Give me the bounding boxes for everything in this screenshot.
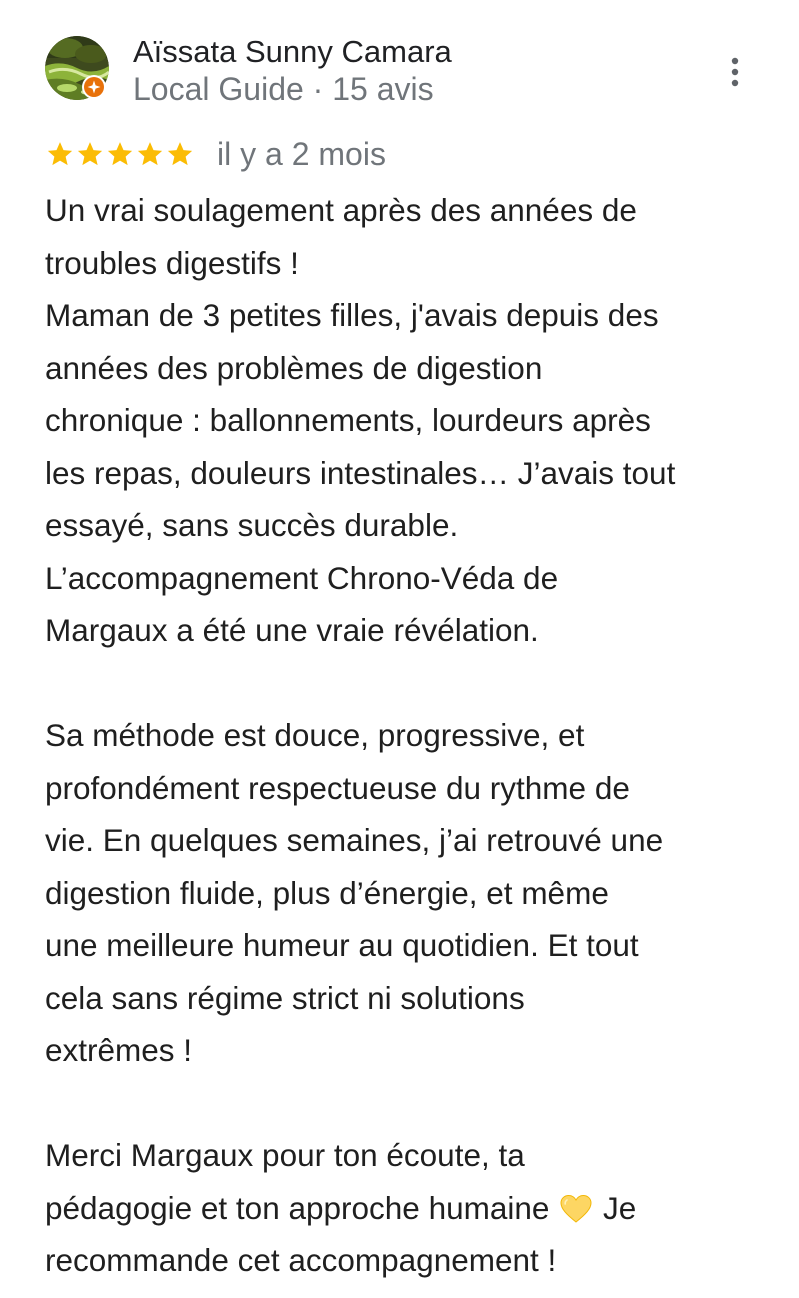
review-text-line: cela sans régime strict ni solutions: [45, 979, 525, 1016]
review-text-line: chronique : ballonnements, lourdeurs après: [45, 402, 651, 438]
review-text-line: [45, 1182, 775, 1235]
star-icon: [135, 139, 165, 169]
more-options-button[interactable]: [718, 52, 752, 92]
author-meta: Local Guide · 15 avis: [133, 71, 434, 107]
review-text-line: troubles digestifs !: [45, 244, 299, 281]
review-text-line: les repas, douleurs intestinales… J’avais tout: [45, 454, 676, 491]
star-icon: [165, 139, 195, 169]
review-text-line: Merci Margaux pour ton écoute, ta: [45, 1137, 525, 1173]
review-text-fragment: pédagogie et ton approche humaine: [45, 1189, 550, 1226]
author-name[interactable]: Aïssata Sunny Camara: [133, 34, 452, 69]
review-date: il y a 2 mois: [217, 136, 386, 172]
author-avatar[interactable]: [45, 36, 109, 100]
star-icon: [75, 139, 105, 169]
review-text-line: Maman de 3 petites filles, j'avais depuis des: [45, 297, 659, 333]
local-guide-badge-icon: [81, 74, 107, 100]
review-text-line: années des problèmes de digestion: [45, 349, 543, 386]
paragraph-spacer: [45, 657, 775, 710]
review-text-line: digestion fluide, plus d’énergie, et même: [45, 874, 609, 911]
star-icon: [105, 139, 135, 169]
review-text-line: essayé, sans succès durable.: [45, 507, 459, 543]
review-text: [45, 184, 775, 1287]
more-vert-icon: [718, 52, 752, 92]
star-icon: [45, 139, 75, 169]
review-paragraph: [45, 184, 775, 657]
paragraph-spacer: [45, 1077, 775, 1130]
star-rating: [45, 136, 195, 172]
review-text-line: Sa méthode est douce, progressive, et: [45, 717, 585, 753]
review-text-line: profondément respectueuse du rythme de: [45, 769, 630, 806]
review-text-line: Un vrai soulagement après des années de: [45, 192, 637, 228]
review-text-line: une meilleure humeur au quotidien. Et tout: [45, 927, 639, 963]
review-paragraph: [45, 1129, 775, 1287]
review-text-line: extrêmes !: [45, 1032, 193, 1068]
review-text-fragment: Je: [602, 1189, 637, 1226]
review-paragraph: [45, 709, 775, 1077]
review-text-line: L’accompagnement Chrono-Véda de: [45, 559, 559, 596]
yellow-heart-icon: [560, 1194, 592, 1224]
review-text-line: vie. En quelques semaines, j’ai retrouvé une: [45, 822, 664, 858]
review-text-line: Margaux a été une vraie révélation.: [45, 612, 539, 648]
review-text-line: recommande cet accompagnement !: [45, 1242, 557, 1278]
